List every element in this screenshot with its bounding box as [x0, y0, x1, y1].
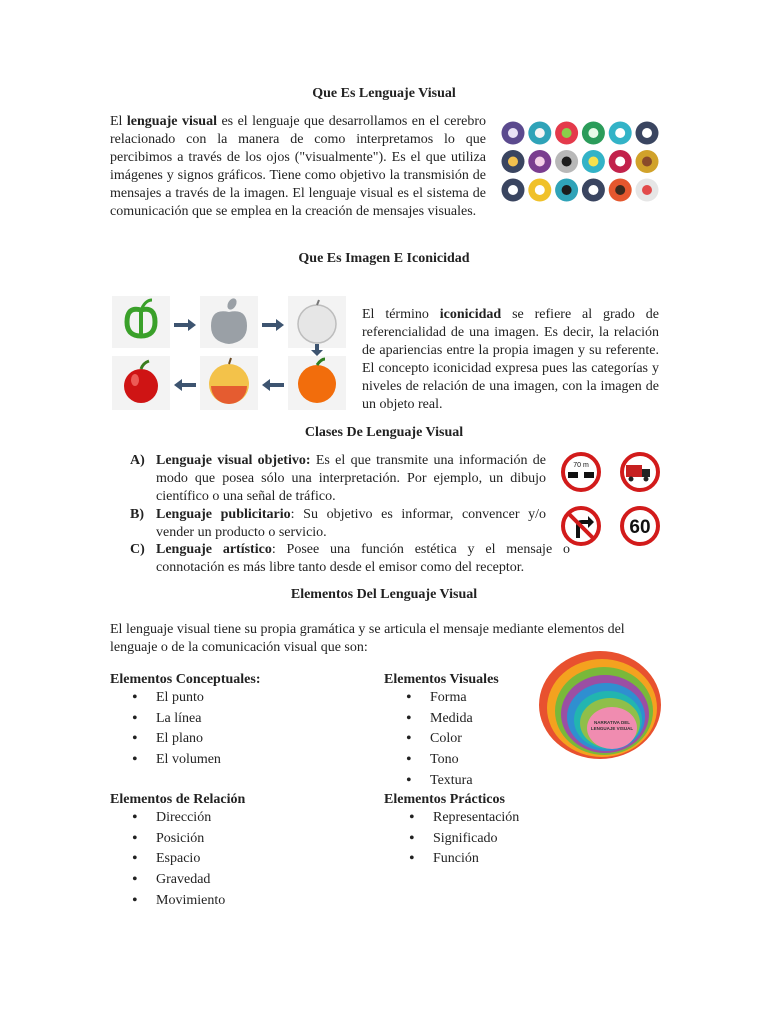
list-elementos-conceptuales: [110, 688, 221, 771]
arrow-right-icon: [262, 319, 284, 331]
arrow-left-icon: [262, 379, 284, 391]
list-item: • Medida: [384, 709, 473, 730]
music-note-icon: [555, 179, 578, 202]
clase-label: B): [130, 507, 144, 522]
traffic-signs-svg: [556, 450, 662, 550]
list-item: • Posición: [110, 829, 225, 850]
list-item: • Textura: [384, 771, 473, 792]
clase-item-c: [130, 541, 570, 577]
diagram-center-label: NARRATIVA DEL LENGUAJE VISUAL: [590, 720, 634, 731]
heading-elementos-visuales: Elementos Visuales: [384, 672, 499, 687]
section-title-iconicidad: Que Es Imagen E Iconicidad: [298, 251, 470, 266]
heading-elementos-practicos: Elementos Prácticos: [384, 792, 505, 807]
book-icon: [609, 179, 632, 202]
person-icon: [528, 122, 551, 145]
bottle-icon: [502, 179, 525, 202]
section-title-lenguaje-visual: Que Es Lenguaje Visual: [312, 86, 456, 101]
clase-item-a: [130, 452, 546, 506]
heart-icon: [636, 179, 659, 202]
traffic-signs: [556, 450, 662, 550]
paragraph-lead: El término: [362, 307, 440, 322]
section-title-elementos: Elementos Del Lenguaje Visual: [290, 587, 478, 602]
list-elementos-relacion: [110, 808, 225, 911]
eye-icon: [582, 150, 605, 173]
paragraph-lead: El: [110, 114, 127, 129]
brain-icon: [502, 122, 525, 145]
apple-iconicity-figure: [110, 294, 350, 412]
clase-term: Lenguaje artístico: [156, 542, 272, 557]
paragraph-body: se refiere al grado de referencialidad de una imagen. Es decir, la relación de apariencias entre la propia imagen y su referente. El concepto iconicidad expresa pues las categorías y niveles de relación de una imagen, con la imagen de un objeto real.: [362, 307, 659, 412]
paragraph-elementos-intro: El lenguaje visual tiene su propia gramática y se articula el mensaje mediante elementos del lenguaje o de la comunicación visual que son:: [110, 622, 625, 655]
clase-label: A): [130, 453, 145, 468]
icons-grid-svg: [500, 120, 660, 204]
magnifier-icon: [636, 122, 659, 145]
term-lenguaje-visual: lenguaje visual: [126, 114, 217, 129]
concentric-circles-diagram: [538, 650, 664, 760]
list-item: • Forma: [384, 688, 473, 709]
section-title-clases: Clases De Lenguaje Visual: [304, 425, 464, 440]
coffee-icon: [528, 150, 551, 173]
sign-speed-limit-icon: [622, 508, 658, 544]
half-face-icon: [555, 150, 578, 173]
lips-icon: [609, 150, 632, 173]
apple-icon: [555, 122, 578, 145]
bear-icon: [636, 150, 659, 173]
clase-item-b: [130, 506, 546, 542]
list-item: • Representación: [387, 808, 519, 829]
meditation-icon: [582, 179, 605, 202]
pen-nib-icon: [502, 150, 525, 173]
list-item: • Tono: [384, 750, 473, 771]
paragraph-iconicidad: [362, 306, 659, 414]
list-item: • Color: [384, 729, 473, 750]
list-elementos-visuales: [384, 688, 473, 791]
apple-figure-svg: [110, 294, 350, 412]
clase-text: Es el que transmite una información de modo que posea sólo una interpretación. Por ejemplo, un dibujo científico o una señal de tráfico.: [156, 453, 547, 504]
heading-elementos-relacion: Elementos de Relación: [110, 792, 246, 807]
list-item: • El punto: [110, 688, 221, 709]
sign-no-turn-icon: [563, 508, 599, 544]
visual-icons-grid: [500, 120, 660, 204]
sign-speed-text: 60: [629, 517, 651, 538]
sign-no-truck-icon: [622, 454, 658, 490]
list-item: • Dirección: [110, 808, 225, 829]
term-iconicidad: iconicidad: [439, 307, 502, 322]
clase-label: C): [130, 542, 145, 557]
clase-term: Lenguaje visual objetivo:: [156, 453, 311, 468]
sign-distance-icon: [563, 454, 599, 490]
pencil-icon: [609, 122, 632, 145]
clase-term: Lenguaje publicitario: [156, 507, 291, 522]
paragraph-lenguaje-visual: [110, 113, 486, 221]
list-item: • Función: [387, 849, 519, 870]
list-item: • Movimiento: [110, 891, 225, 912]
ear-icon: [582, 122, 605, 145]
concentric-svg: [538, 650, 664, 760]
sign-distance-text: 70 m: [573, 462, 589, 469]
clase-text: : Posee una función estética y el mensaje o connotación es más libre tanto desde el emisor como del receptor.: [156, 542, 570, 575]
list-item: • El volumen: [110, 750, 221, 771]
list-item: • El plano: [110, 729, 221, 750]
arrow-right-icon: [174, 319, 196, 331]
list-item: • Espacio: [110, 849, 225, 870]
list-elementos-practicos: [387, 808, 519, 870]
list-item: • Significado: [387, 829, 519, 850]
paragraph-body: es el lenguaje que desarrollamos en el cerebro relacionado con la manera de como interpretamos lo que percibimos a través de los ojos ("visualmente"). Es el que utiliza imágenes y signos gráficos. Tiene como objetivo la transmisión de mensajes a través de la imagen. El lenguaje visual es el sistema de comunicación que se emplea en la creación de mensajes visuales.: [110, 114, 486, 219]
list-item: • La línea: [110, 709, 221, 730]
heading-elementos-conceptuales: Elementos Conceptuales:: [110, 672, 261, 687]
list-item: • Gravedad: [110, 870, 225, 891]
clase-text: : Su objetivo es informar, convencer y/o vender un producto o servicio.: [156, 507, 547, 540]
ring-icon: [528, 179, 551, 202]
arrow-left-icon: [174, 379, 196, 391]
